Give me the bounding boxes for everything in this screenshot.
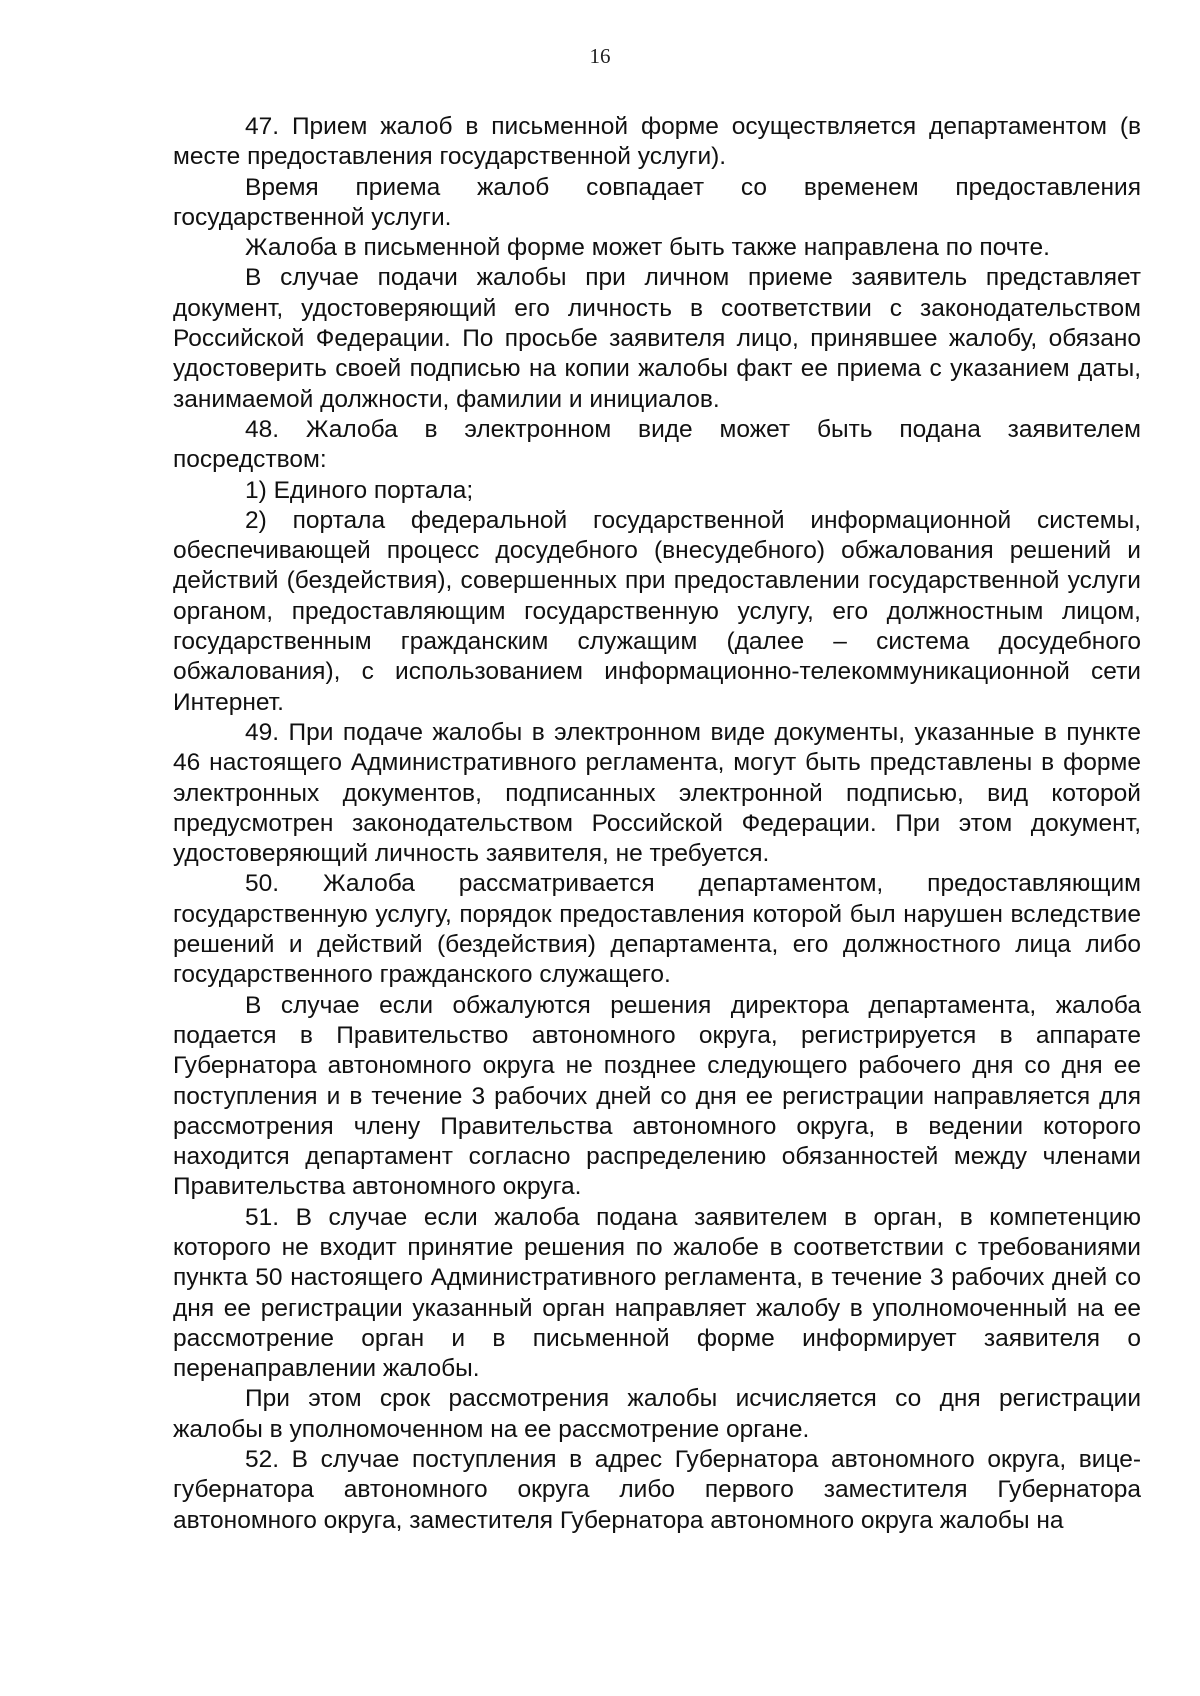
paragraph-director-appeal: В случае если обжалуются решения директора департамента, жалоба подается в Правительство автономного округа, регистрируется в аппарате Губернатора автономного округа не позднее следующего рабочего дня со дня ее поступления и в течение 3 рабочих дней со дня ее регистрации направляется для рассмотрения члену Правительства автономного округа, в ведении которого находится департамент согласно распределению обязанностей между членами Правительства автономного округа. [173, 991, 1141, 1201]
page-number: 16 [589, 44, 611, 68]
paragraph-51: 51. В случае если жалоба подана заявителем в орган, в компетенцию которого не входит принятие решения по жалобе в соответствии с требованиями пункта 50 настоящего Административного регламента, в течение 3 рабочих дней со дня ее регистрации указанный орган направляет жалобу в уполномоченный на ее рассмотрение орган и в письменной форме информирует заявителя о перенаправлении жалобы. [173, 1203, 1141, 1383]
paragraph-personal-reception: В случае подачи жалобы при личном приеме заявитель представляет документ, удостоверяющий его личность в соответствии с законодательством Российской Федерации. По просьбе заявителя лицо, принявшее жалобу, обязано удостоверить своей подписью на копии жалобы факт ее приема с указанием даты, занимаемой должности, фамилии и инициалов. [173, 264, 1141, 413]
paragraph-48: 48. Жалоба в электронном виде может быть подана заявителем посредством: [173, 415, 1141, 474]
list-item-2: 2) портала федеральной государственной информационной системы, обеспечивающей процесс досудебного (внесудебного) обжалования решений и действий (бездействия), совершенных при предоставлении государственной услуги органом, предоставляющим государственную услугу, его должностным лицом, государственным гражданским служащим (далее – система досудебного обжалования), с использованием информационно-телекоммуникационной сети Интернет. [173, 506, 1141, 716]
paragraph-47: 47. Прием жалоб в письменной форме осуществляется департаментом (в месте предоставления государственной услуги). [173, 113, 1141, 171]
paragraph-49: 49. При подаче жалобы в электронном виде документы, указанные в пункте 46 настоящего Административного регламента, могут быть представлены в форме электронных документов, подписанных электронной подписью, вид которой предусмотрен законодательством Российской Федерации. При этом документ, удостоверяющий личность заявителя, не требуется. [173, 718, 1141, 868]
paragraph-review-period: При этом срок рассмотрения жалобы исчисляется со дня регистрации жалобы в уполномоченном на ее рассмотрение органе. [173, 1385, 1141, 1443]
paragraph-50: 50. Жалоба рассматривается департаментом, предоставляющим государственную услугу, порядок предоставления которой был нарушен вследствие решений и действий (бездействия) департамента, его должностного лица либо государственного гражданского служащего. [173, 870, 1141, 989]
paragraph-by-mail: Жалоба в письменной форме может быть также направлена по почте. [245, 234, 1050, 262]
paragraph-52: 52. В случае поступления в адрес Губернатора автономного округа, вице-губернатора автономного округа либо первого заместителя Губернатора автономного округа, заместителя Губернатора автономного округа жалобы на [173, 1446, 1141, 1534]
paragraph-reception-time: Время приема жалоб совпадает со временем предоставления государственной услуги. [173, 173, 1141, 231]
document-body [173, 112, 1141, 1536]
list-item-1: 1) Единого портала; [245, 476, 474, 504]
